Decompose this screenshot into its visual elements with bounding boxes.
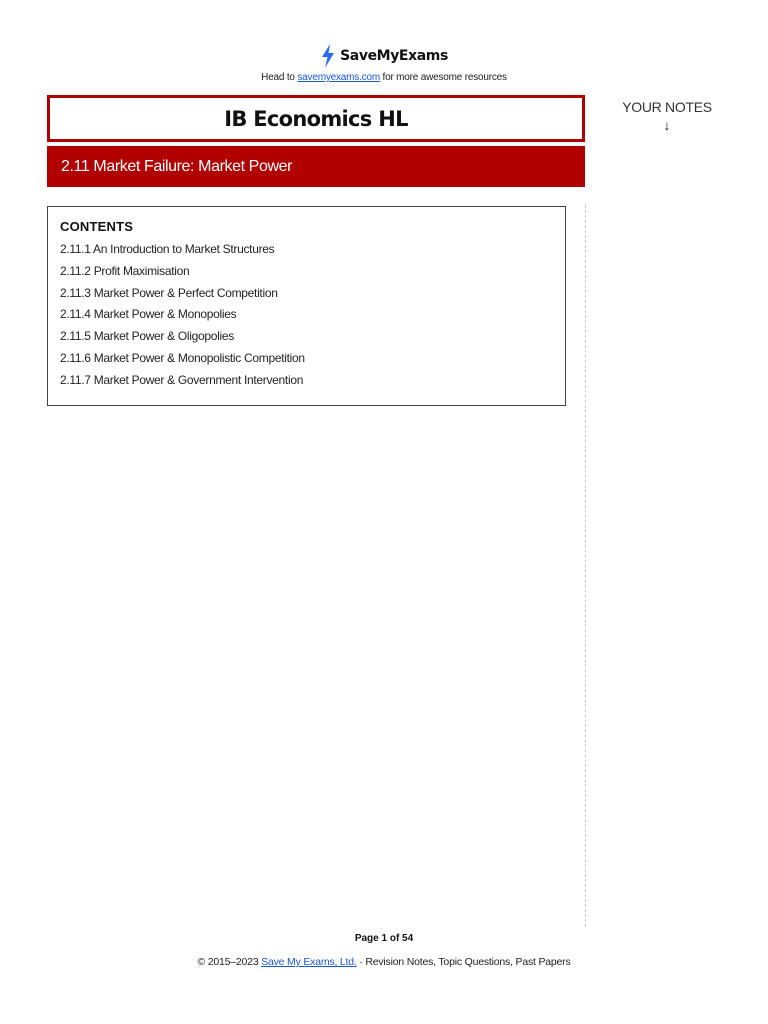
document-title: IB Economics HL — [224, 106, 408, 131]
contents-list — [60, 239, 553, 392]
copyright-prefix: © 2015–2023 — [197, 956, 262, 968]
contents-item[interactable]: 2.11.3 Market Power & Perfect Competition — [60, 285, 278, 300]
contents-item[interactable]: 2.11.2 Profit Maximisation — [60, 263, 190, 278]
contents-item[interactable]: 2.11.5 Market Power & Oligopolies — [60, 329, 234, 344]
tagline-suffix: for more awesome resources — [379, 72, 507, 83]
page-number: Page 1 of 54 — [354, 933, 414, 944]
lightning-bolt-icon — [320, 44, 336, 68]
arrow-down-icon: ↓ — [663, 117, 671, 133]
logo-text: SaveMyExams — [340, 48, 448, 64]
topic-title: 2.11 Market Failure: Market Power — [61, 157, 293, 175]
contents-item[interactable]: 2.11.1 An Introduction to Market Structures — [60, 242, 275, 256]
contents-item[interactable]: 2.11.6 Market Power & Monopolistic Competition — [60, 350, 305, 365]
copyright-suffix: · Revision Notes, Topic Questions, Past Papers — [356, 956, 571, 968]
tagline — [0, 72, 768, 83]
notes-divider — [585, 205, 586, 927]
your-notes-label: YOUR NOTES — [622, 99, 712, 115]
contents-item[interactable]: 2.11.4 Market Power & Monopolies — [60, 307, 237, 322]
document-title-box — [47, 95, 585, 142]
footer-copyright — [0, 956, 768, 968]
contents-item[interactable]: 2.11.7 Market Power & Government Intervention — [60, 372, 304, 387]
save-my-exams-link[interactable]: Save My Exams, Ltd. — [261, 956, 357, 968]
site-logo[interactable] — [0, 44, 768, 68]
tagline-prefix: Head to — [261, 72, 298, 83]
topic-banner — [47, 146, 585, 187]
contents-box — [47, 206, 566, 406]
savemyexams-link[interactable]: savemyexams.com — [297, 72, 380, 83]
contents-heading: CONTENTS — [60, 219, 134, 234]
